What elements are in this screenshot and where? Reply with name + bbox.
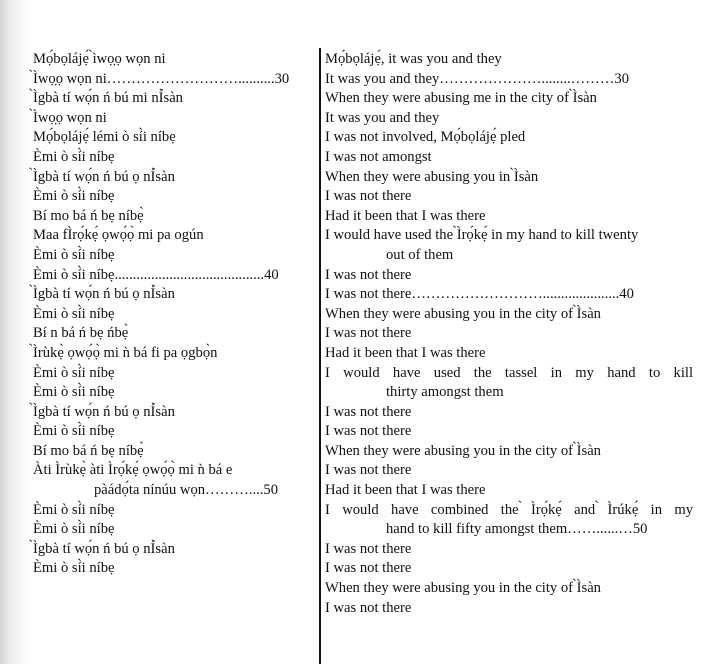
english-line: When they were abusing you in the city of ̀Ìsàn (325, 580, 601, 597)
english-line: Mọ́bọlájẹ́, it was you and they (325, 51, 502, 67)
yoruba-line: ̀Ìwọ̣ọ wọn ni (33, 109, 107, 126)
yoruba-line: Bí n bá ń bẹ ńbẹ̀ (33, 325, 129, 342)
yoruba-line: Èmi ò sí̀i níbẹ (33, 501, 115, 518)
yoruba-line: Àti Ìrùkẹ̀ àti Ìrọ́kẹ́ ọwọ́ọ̀ mi ǹ bá e (33, 462, 233, 479)
yoruba-line: Bí mo bá ń bẹ níbẹ̀ (33, 207, 144, 224)
yoruba-line: Èmi ò sí̀i níbẹ (33, 384, 115, 401)
english-line: When they were abusing you in ̀Ìsàn (325, 168, 539, 185)
english-line: I was not there (325, 599, 412, 616)
yoruba-line: Maa fÌrọ́kẹ́ ọwọ́ọ̀ mi pa ogún (33, 227, 204, 244)
column-divider (319, 48, 321, 664)
english-line: I would have used the ̀Ìrọ́kẹ́ in my hand to kill twenty (325, 227, 639, 244)
yoruba-line: ̀Ìrùkẹ̀ ọwọ́ọ̀ mi ǹ bá fi pa ọgbọ̀n (33, 344, 218, 361)
english-line: It was you and they…………………........………30 (325, 70, 630, 87)
yoruba-line: Èmi ò sí̀i níbẹ (33, 560, 115, 577)
yoruba-line: Èmi ò sí̀i níbẹ (33, 521, 115, 538)
yoruba-line: Mọ́bọlájẹ́ lémi ò sí̀i níbẹ (33, 129, 176, 146)
yoruba-line: Èmi ò sí̀i níbẹ.........................................40 (33, 266, 279, 283)
english-line: thirty amongst them (386, 384, 504, 401)
yoruba-line: ̀Ìgbà tí wọ́n ń bú ọ nÍ̀sàn (33, 286, 175, 303)
english-line: I would have used the tassel in my hand to kill (325, 364, 693, 381)
yoruba-line: ̀Ìgbà tí wọ́n ń bú mi nÍ̀sàn (33, 90, 183, 107)
english-column (325, 50, 693, 618)
yoruba-line: Èmi ò sí̀i níbẹ (33, 246, 115, 263)
yoruba-line: Bí mo bá ń bẹ níbẹ̀ (33, 442, 144, 459)
yoruba-line: Èmi ò sí̀i níbẹ (33, 364, 115, 381)
english-line: It was you and they (325, 109, 440, 126)
english-line: out of them (386, 246, 454, 263)
english-line: I was not there (325, 266, 412, 283)
english-line: When they were abusing you in the city of ̀Ìsàn (325, 305, 601, 322)
yoruba-line: ̀Ìgbà tí wọ́n ń bú ọ nÍ̀sàn (33, 168, 175, 185)
english-line: When they were abusing me in the city of ̀Ìsàn (325, 90, 597, 107)
yoruba-column (33, 50, 309, 579)
yoruba-line: Èmi ò sí̀i níbẹ (33, 305, 115, 322)
english-line: I was not there……………………….....................40 (325, 286, 634, 303)
english-line: I was not there (325, 560, 412, 577)
english-line: I was not there (325, 188, 412, 205)
english-line: I was not there (325, 325, 412, 342)
english-line: I was not there (325, 403, 412, 420)
yoruba-line: ̀Ìgbà tí wọ́n ń bú ọ nÍ̀sàn (33, 540, 175, 557)
yoruba-line: ̀Ìwọ̣ọ wọn ni………………………..........30 (33, 70, 290, 87)
yoruba-line: Èmi ò sí̀i níbẹ (33, 423, 115, 440)
yoruba-line: Èmi ò sí̀i níbẹ (33, 148, 115, 165)
english-line: When they were abusing you in the city of ̀Ìsàn (325, 442, 601, 459)
yoruba-line: Èmi ò sí̀i níbẹ (33, 188, 115, 205)
english-line: hand to kill fifty amongst them……......…50 (386, 521, 648, 538)
yoruba-line: ̀Ìgbà tí wọ́n ń bú ọ nÍ̀sàn (33, 403, 175, 420)
yoruba-line: Mọ́bọlájẹ́ ̀ìwọ̣ọ wọn ni (33, 51, 166, 67)
english-line: Had it been that I was there (325, 482, 486, 499)
english-line: I was not there (325, 540, 412, 557)
english-line: I was not there (325, 423, 412, 440)
english-line: Had it been that I was there (325, 207, 486, 224)
english-line: I was not amongst (325, 148, 432, 165)
yoruba-line: pàádọ́ta nínúu wọn………....50 (94, 482, 279, 499)
english-line: I was not involved, Mọ́bọlájẹ́ pled (325, 129, 526, 146)
english-line: I would have combined the ̀Ìrọ́kẹ́ and ̀Ìrúkẹ́ in my (325, 501, 693, 518)
english-line: I was not there (325, 462, 412, 479)
english-line: Had it been that I was there (325, 344, 486, 361)
